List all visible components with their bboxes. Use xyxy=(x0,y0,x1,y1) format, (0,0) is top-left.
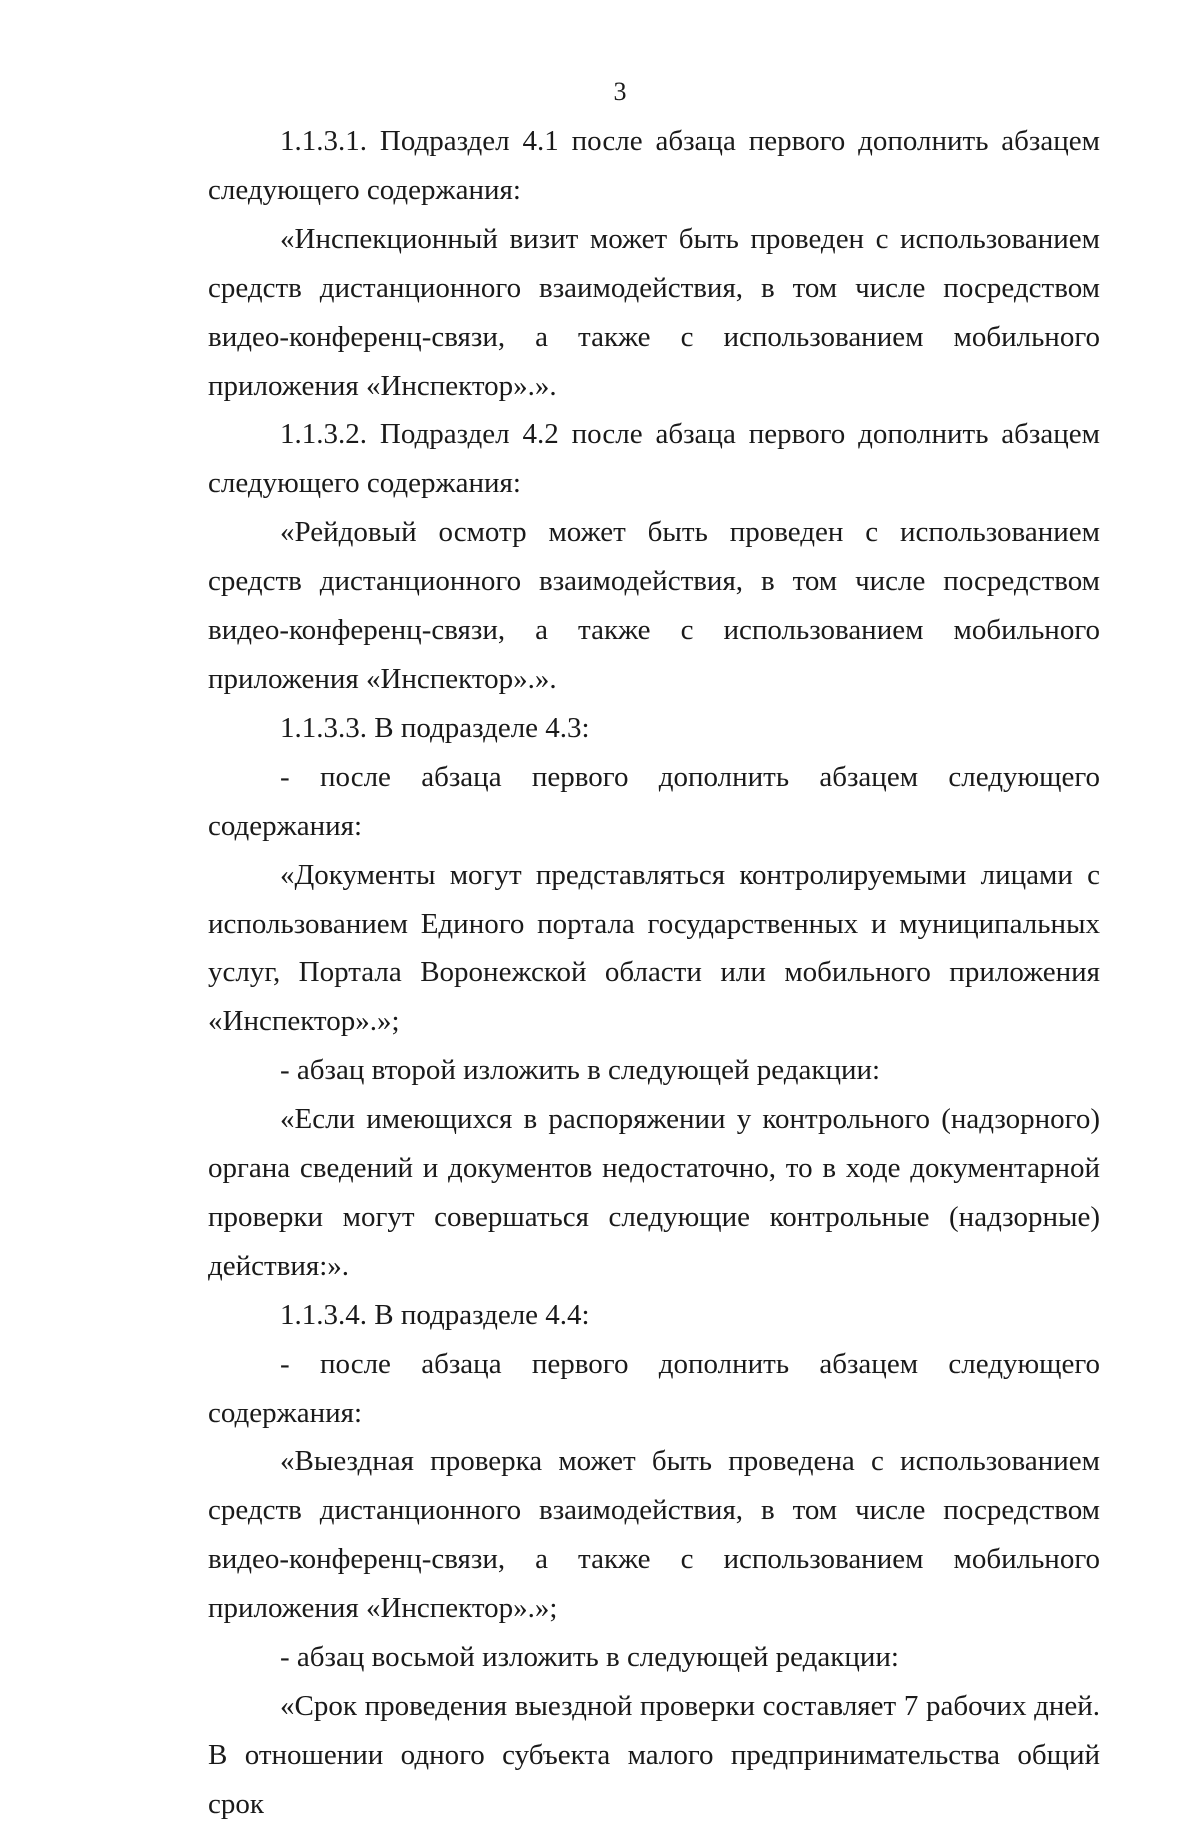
paragraph-inspection-visit: «Инспекционный визит может быть проведен с использованием средств дистанционного взаимодействия, в том числе посредством видео-конференц-связи, а также с использованием мобильного приложения «Инспектор».». xyxy=(208,222,1100,402)
document-body xyxy=(208,117,1100,1829)
paragraph-documents: «Документы могут представляться контролируемыми лицами с использованием Единого портала государственных и муниципальных услуг, Портала Воронежской области или мобильного приложения «Инспектор».»; xyxy=(208,858,1100,1038)
paragraph-on-site-inspection: «Выездная проверка может быть проведена с использованием средств дистанционного взаимодействия, в том числе посредством видео-конференц-связи, а также с использованием мобильного приложения «Инспектор».»; xyxy=(208,1445,1100,1625)
paragraph-inspection-term: «Срок проведения выездной проверки составляет 7 рабочих дней. В отношении одного субъекта малого предпринимательства общий срок xyxy=(208,1690,1100,1820)
paragraph-1-1-3-1: 1.1.3.1. Подраздел 4.1 после абзаца первого дополнить абзацем следующего содержания: xyxy=(208,125,1100,206)
paragraph-after-first-4-4: - после абзаца первого дополнить абзацем следующего содержания: xyxy=(208,1347,1100,1429)
paragraph-insufficient-info: «Если имеющихся в распоряжении у контрольного (надзорного) органа сведений и документов недостаточно, то в ходе документарной проверки могут совершаться следующие контрольные (надзорные) действия:». xyxy=(208,1103,1100,1282)
paragraph-1-1-3-3: 1.1.3.3. В подразделе 4.3: xyxy=(280,711,590,744)
page-number: 3 xyxy=(613,77,627,106)
paragraph-second-edition: - абзац второй изложить в следующей редакции: xyxy=(280,1054,881,1087)
paragraph-1-1-3-4: 1.1.3.4. В подразделе 4.4: xyxy=(280,1298,590,1331)
paragraph-1-1-3-2: 1.1.3.2. Подраздел 4.2 после абзаца первого дополнить абзацем следующего содержания: xyxy=(208,418,1100,500)
paragraph-after-first-4-3: - после абзаца первого дополнить абзацем следующего содержания: xyxy=(208,760,1100,842)
paragraph-raid-inspection: «Рейдовый осмотр может быть проведен с использованием средств дистанционного взаимодействия, в том числе посредством видео-конференц-связи, а также с использованием мобильного приложения «Инспектор».». xyxy=(208,516,1100,695)
paragraph-eighth-edition: - абзац восьмой изложить в следующей редакции: xyxy=(280,1641,899,1674)
